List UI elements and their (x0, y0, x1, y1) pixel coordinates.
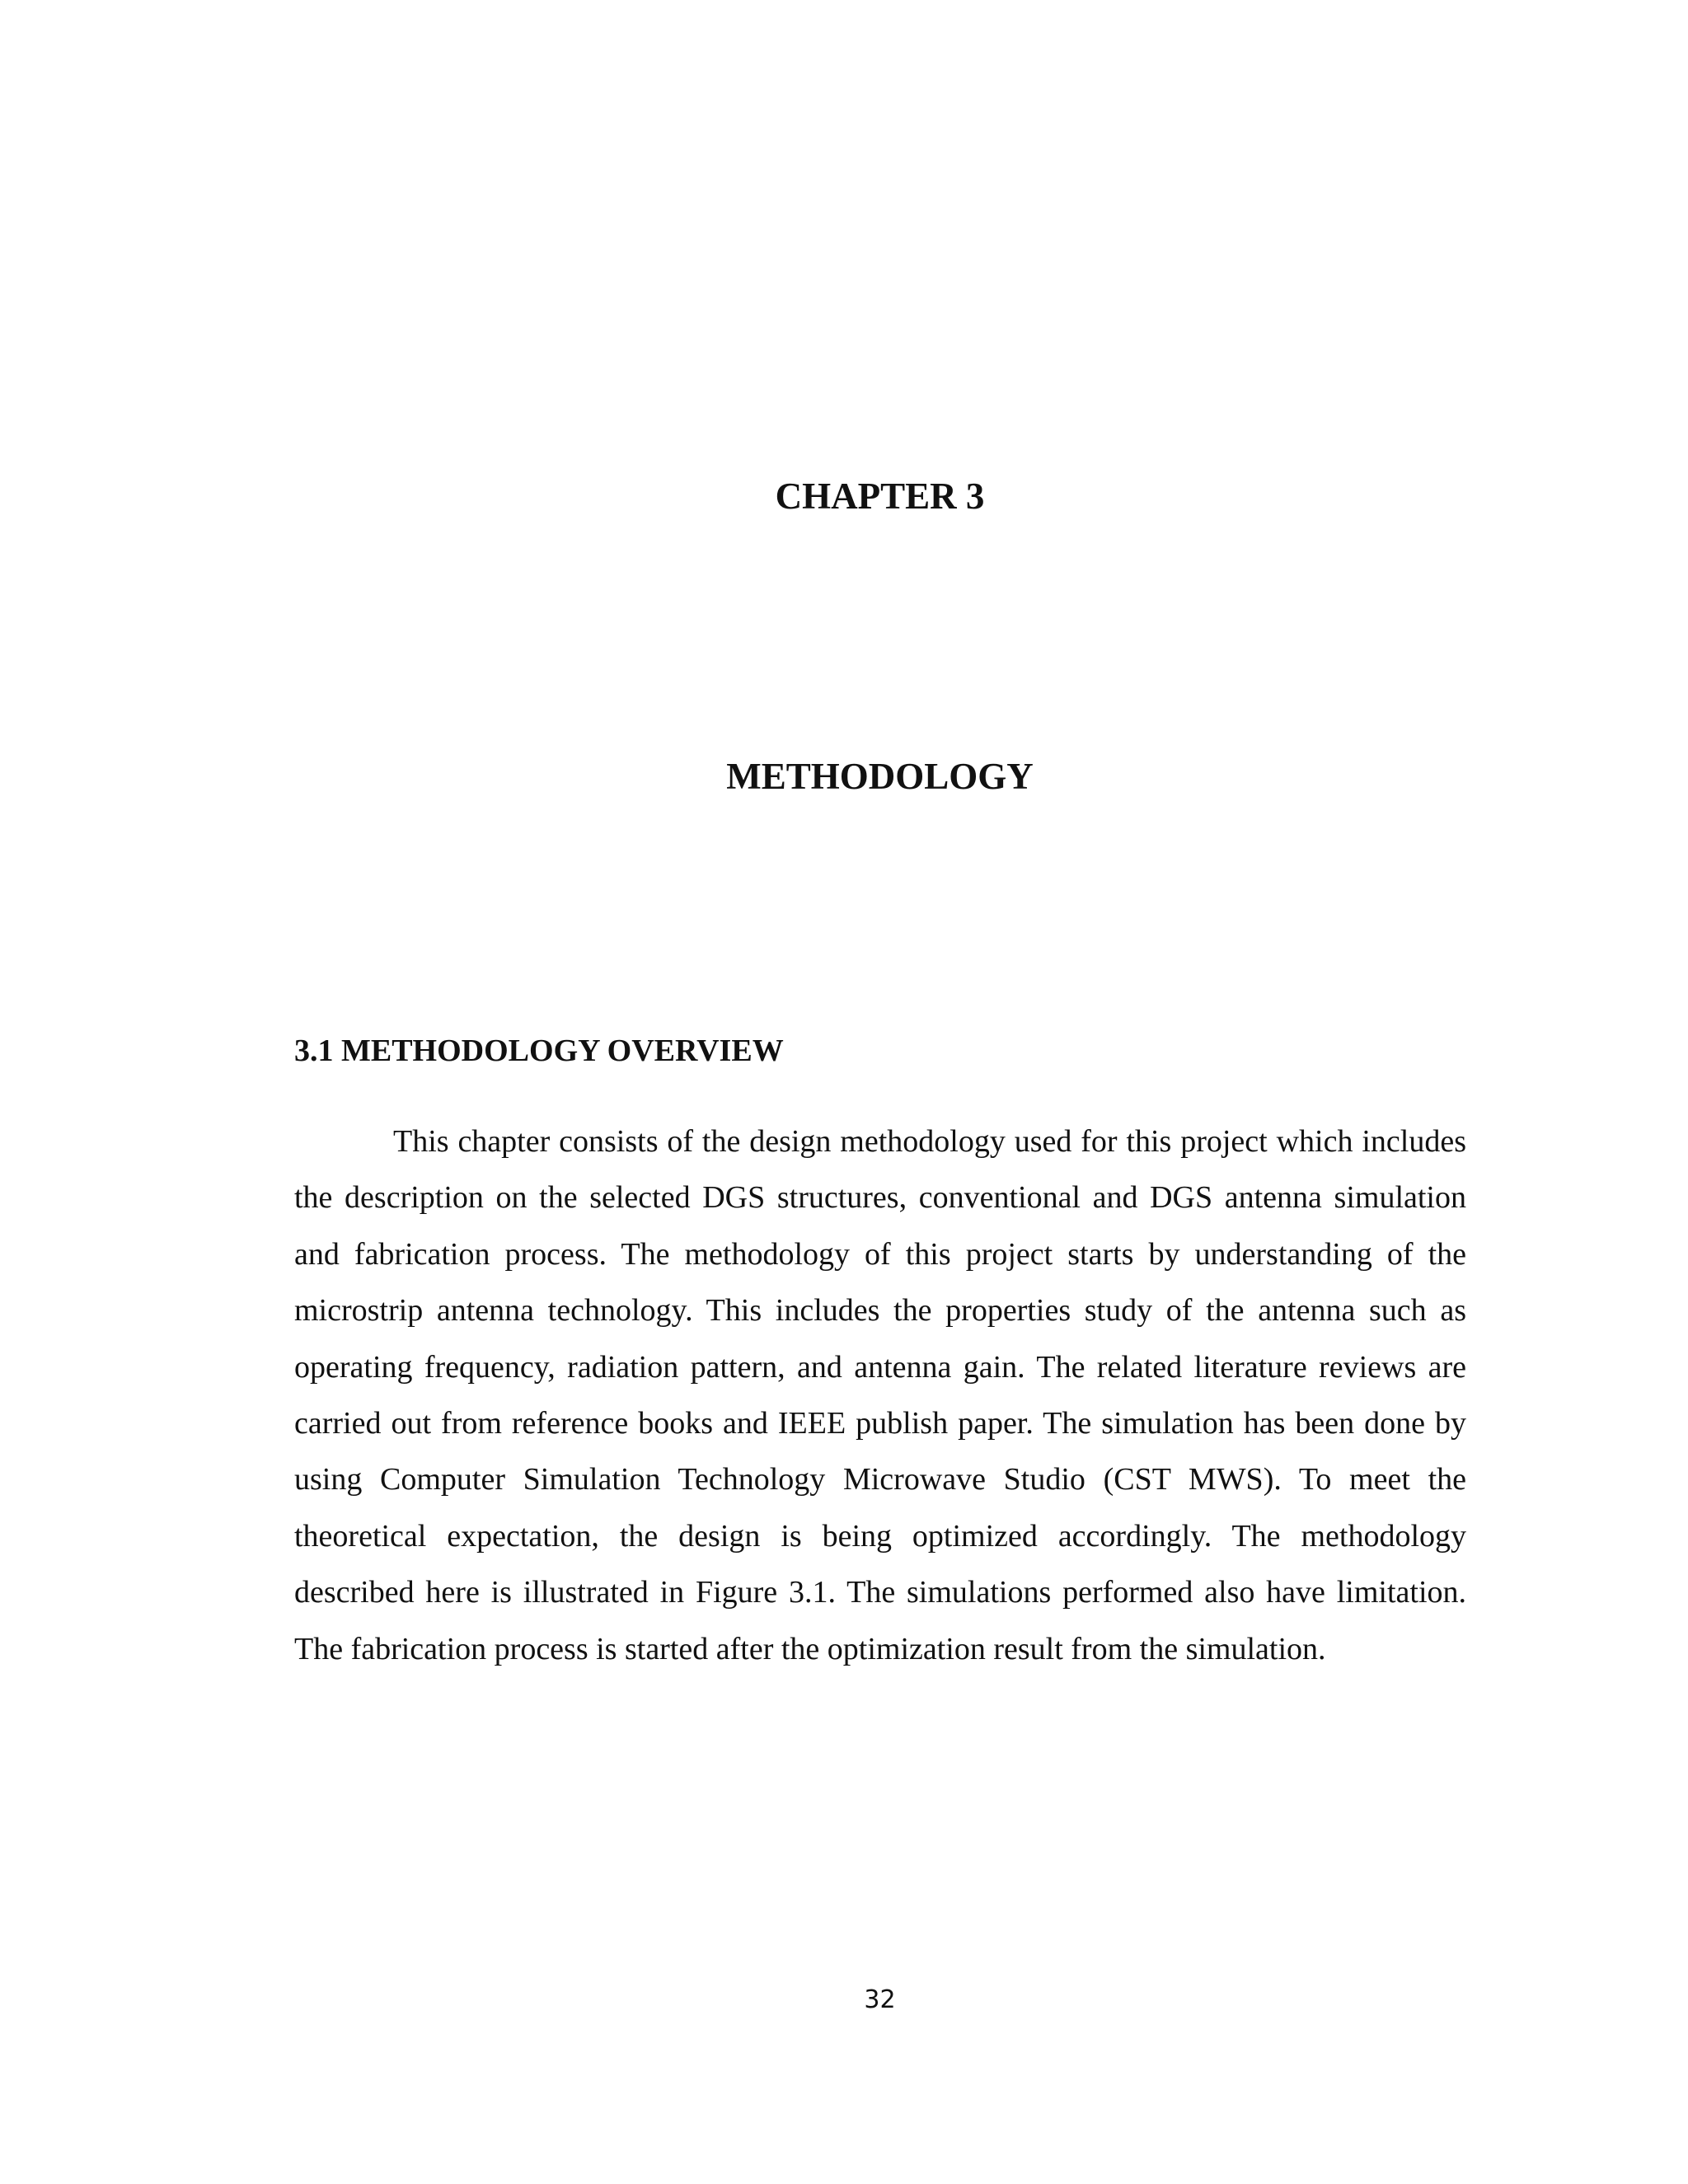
chapter-number: CHAPTER 3 (775, 476, 985, 517)
page-number: 32 (864, 1985, 896, 2014)
chapter-title: METHODOLOGY (726, 756, 1034, 797)
section-heading: 3.1 METHODOLOGY OVERVIEW (294, 1033, 784, 1068)
body-paragraph: This chapter consists of the design methodology used for this project which includes the description on the selected DGS structures, conventional and DGS antenna simulation and fabrication process. The methodology of this project starts by understanding of the microstrip antenna technology. This includes the properties study of the antenna such as operating frequency, radiation pattern, and antenna gain. The related literature reviews are carried out from reference books and IEEE publish paper. The simulation has been done by using Computer Simulation Technology Microwave Studio (CST MWS). To meet the theoretical expectation, the design is being optimized accordingly. The methodology described here is illustrated in Figure 3.1. The simulations performed also have limitation. The fabrication process is started after the optimization result from the simulation. (294, 1124, 1466, 1666)
